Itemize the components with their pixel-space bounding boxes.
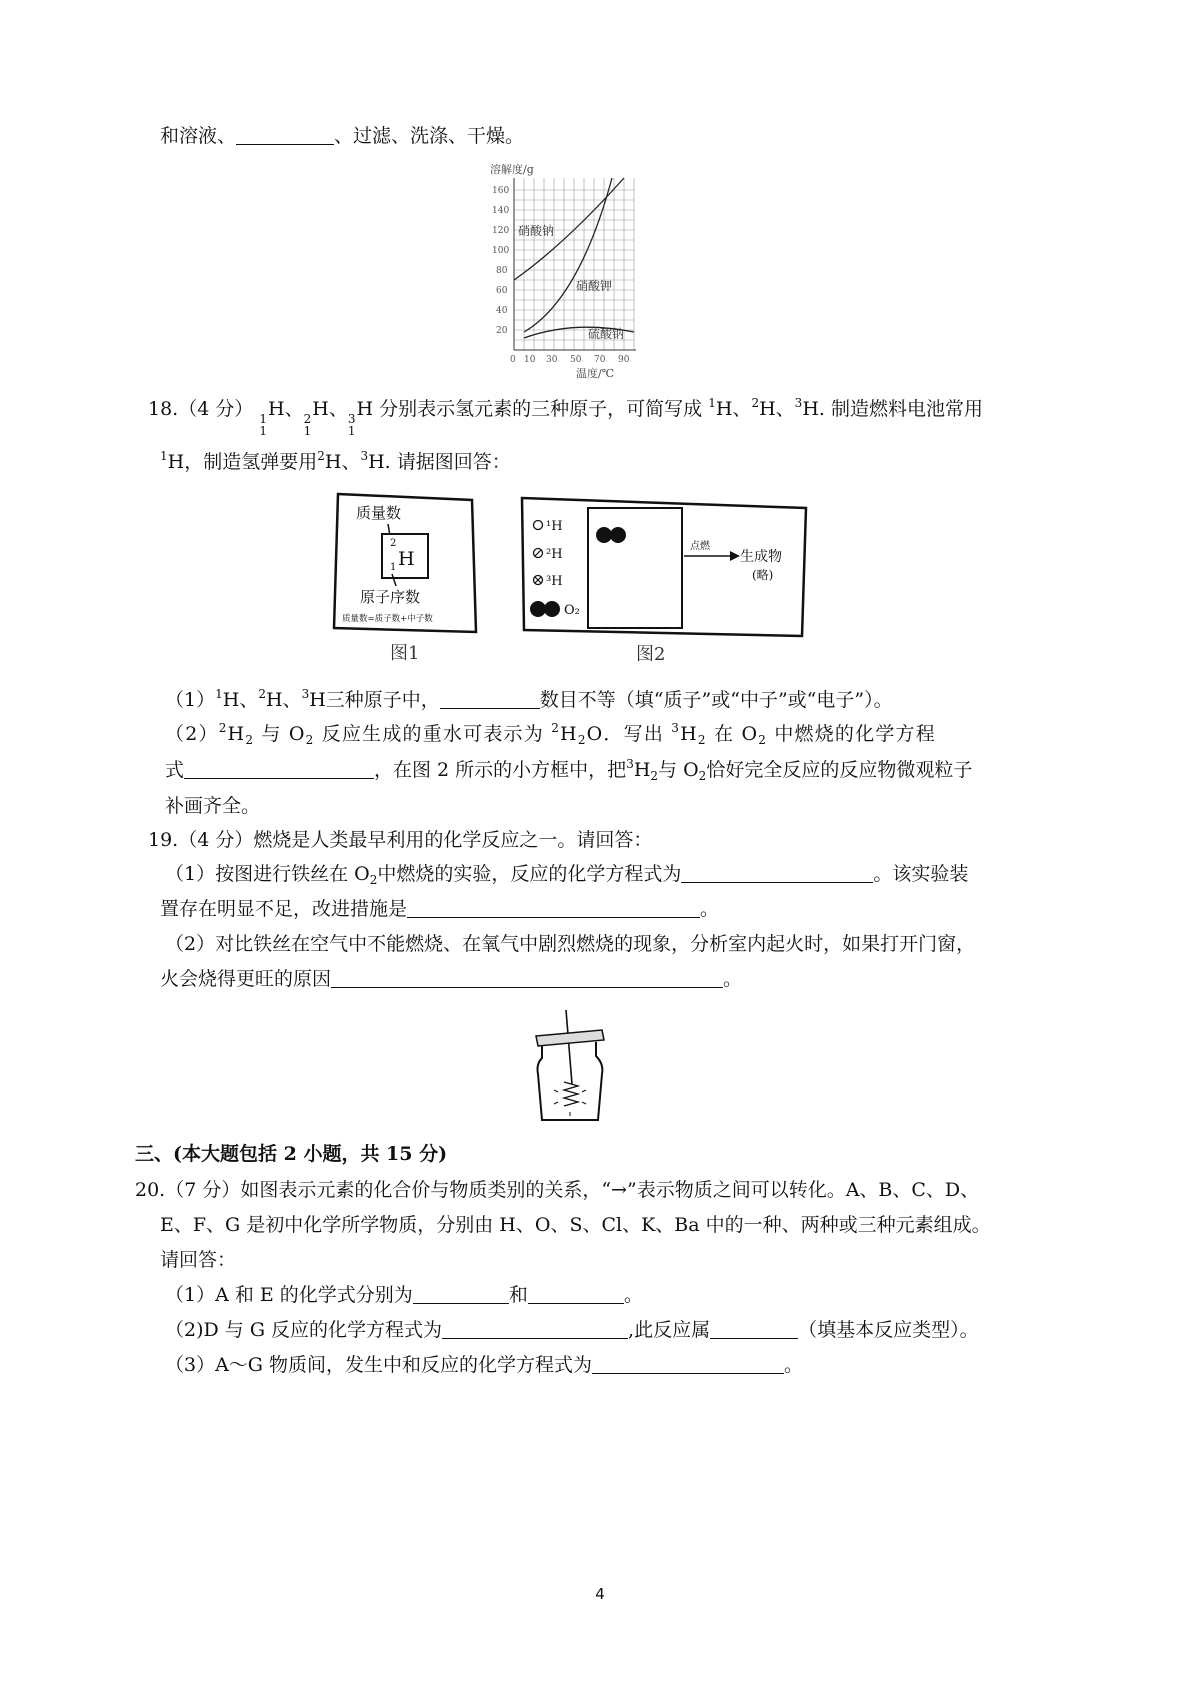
q18-sub2-line2: 式 ，在图 2 所示的小方框中，把$^3H_2$与 $O_2$恰好完全反应的反应物微观粒子 — [165, 757, 973, 783]
x-tick: 70 — [594, 355, 606, 365]
q18-sub1: $(1)^1H$、$^2$H、$^3$H三种原子中， 数目不等（填“质子”或“中子”或“电子”）。 — [165, 687, 893, 711]
answer-blank[interactable] — [407, 898, 700, 918]
y-tick: 20 — [496, 326, 508, 336]
q19-sub1-line1: （1）按图进行铁丝在 $O_2$中燃烧的实验，反应的化学方程式为 。该实验装 — [165, 863, 969, 887]
atomic-number-label: 原子序数 — [360, 588, 421, 606]
q18-sub1-mid: 三种原子中， — [325, 689, 440, 711]
q20-sub3: （3）A～G 物质间，发生中和反应的化学方程式为 。 — [165, 1354, 804, 1376]
superscript: 2 — [751, 396, 760, 410]
curve-label: 硝酸钠 — [518, 224, 555, 238]
q18-text2: . 制造燃料电池常用 — [818, 398, 983, 420]
x-tick: 90 — [618, 355, 630, 365]
x-tick: 50 — [570, 355, 582, 365]
x-tick: 0 — [510, 355, 516, 365]
q20-sub2: （2)D 与 G 反应的化学方程式为 ,此反应属 （填基本反应类型）。 — [165, 1319, 979, 1341]
isotope-symbol: H — [312, 398, 329, 420]
top-line — [160, 124, 524, 149]
superscript: 1 — [708, 396, 716, 410]
legend-item: ²H — [546, 547, 563, 562]
page-number: 4 — [595, 1585, 605, 1603]
q18-score: （4 分） — [178, 398, 254, 420]
element-symbol: H — [398, 548, 415, 570]
answer-blank[interactable] — [442, 1319, 628, 1339]
top-line-after: 、过滤、洗涤、干燥。 — [334, 125, 525, 147]
q18-sub2-line1: $(2)^2H_2$ 与 $O_2$ 反应生成的重水可表示为 $^2H_2O$．写出 $^3H_2$ 在 $O_2$ 中燃烧的化学方程 — [165, 721, 936, 747]
answer-blank[interactable] — [681, 863, 873, 883]
q20-line3: 请回答： — [160, 1249, 237, 1271]
iron-coil — [564, 1082, 578, 1106]
separator: 、 — [284, 398, 304, 420]
y-tick: 40 — [496, 306, 508, 316]
q20-sub1: （1）A 和 E 的化学式分别为 和 。 — [165, 1284, 643, 1306]
answer-blank[interactable] — [528, 1284, 624, 1304]
q19-sub1-line2: 置存在明显不足，改进措施是 。 — [160, 898, 720, 920]
answer-blank[interactable] — [710, 1319, 798, 1339]
q18-text1: 分别表示氢元素的三种原子，可简写成 — [379, 398, 703, 420]
x-tick: 30 — [546, 355, 558, 365]
x-tick: 10 — [524, 355, 536, 365]
answer-blank[interactable] — [440, 689, 540, 709]
q18-sub2-line3: 补画齐全。 — [165, 795, 261, 817]
answer-blank[interactable] — [184, 759, 374, 779]
reactant-box — [588, 508, 682, 628]
oxygen-molecule-atom — [610, 527, 626, 543]
q20-line2: E、F、G 是初中化学所学物质，分别由 H、O、S、Cl、K、Ba 中的一种、两种或三种元素组成。 — [160, 1214, 991, 1236]
x-axis-title: 温度/℃ — [576, 367, 615, 380]
q18-line1: 18.（4 分） 1 1 H、 2 1 H、 3 1 H 分别表示氢元素的三种原子，可简写成 $^1$H、$^2$H、$^3$H. 制造燃料电池常用 — [148, 396, 983, 438]
spark-icon — [554, 1090, 586, 1116]
isotope-symbol: H — [356, 398, 374, 420]
superscript: 1 — [160, 449, 168, 463]
y-tick: 160 — [492, 186, 510, 196]
figure-2 — [518, 494, 810, 666]
mass-number-label: 质量数 — [356, 504, 402, 522]
oxygen-atom-icon — [544, 601, 560, 617]
figure-1 — [330, 490, 480, 665]
y-axis-title: 溶解度/g — [490, 163, 534, 176]
figure-2-caption: 图2 — [636, 644, 666, 665]
separator: 、 — [328, 398, 348, 420]
y-tick: 60 — [496, 286, 508, 296]
section-3-title: 三、(本大题包括 2 小题，共 15 分) — [135, 1143, 448, 1165]
isotope-symbol: H — [268, 398, 285, 420]
atomic-subscript: 1 — [390, 562, 397, 573]
q18-line2-text: H，制造氢弹要用 — [167, 451, 318, 473]
legend-item: O₂ — [564, 603, 580, 618]
answer-blank[interactable] — [236, 125, 334, 145]
oxygen-atom-icon — [530, 601, 546, 617]
product-label: 生成物 — [740, 549, 782, 565]
curve-potassium-nitrate — [524, 178, 612, 332]
top-line-before: 和溶液、 — [160, 125, 237, 147]
q18-line2: $^1$H，制造氢弹要用$^2$H、$^3$H. 请据图回答： — [160, 449, 511, 473]
answer-blank[interactable] — [592, 1354, 784, 1374]
y-tick: 120 — [492, 226, 510, 236]
superscript: 3 — [794, 396, 803, 410]
isotope-notation: 2 1 — [303, 412, 312, 438]
protium-icon — [534, 521, 543, 530]
q19-head: 19.（4 分）燃烧是人类最早利用的化学反应之一。请回答： — [148, 829, 653, 851]
q18-number: 18. — [148, 398, 179, 420]
isotope-notation: 3 1 — [347, 412, 356, 438]
iron-wire — [566, 1010, 572, 1084]
product-note: (略) — [752, 568, 774, 582]
y-tick: 80 — [496, 266, 508, 276]
curve-label: 硫酸钠 — [588, 327, 625, 341]
q18-sub1-after: 数目不等（填“质子”或“中子”或“电子”）。 — [539, 689, 893, 711]
y-tick: 100 — [492, 246, 510, 256]
sub-prefix: （1） — [165, 689, 216, 711]
legend-item: ¹H — [546, 519, 563, 534]
legend-item: ³H — [546, 574, 563, 589]
curve-label: 硝酸钾 — [576, 279, 613, 293]
answer-blank[interactable] — [331, 968, 723, 988]
answer-blank[interactable] — [413, 1284, 509, 1304]
ignite-label: 点燃 — [690, 541, 710, 552]
y-tick: 140 — [492, 206, 510, 216]
isotope-notation: 1 1 — [259, 412, 268, 438]
q19-sub2-line2: 火会烧得更旺的原因 。 — [160, 968, 743, 990]
figure-1-caption: 图1 — [390, 643, 420, 664]
mass-formula: 质量数=质子数+中子数 — [342, 614, 433, 624]
q18-line2-end: . 请据图回答： — [384, 451, 511, 473]
q19-sub2-line1: （2）对比铁丝在空气中不能燃烧、在氧气中剧烈燃烧的现象，分析室内起火时，如果打开门窗， — [165, 933, 976, 955]
q20-line1: 20.（7 分）如图表示元素的化合价与物质类别的关系，“→”表示物质之间可以转化。A、B、C、D、 — [135, 1179, 980, 1201]
mass-superscript: 2 — [390, 538, 397, 549]
solubility-chart — [484, 160, 646, 382]
oxygen-molecule-atom — [596, 527, 612, 543]
bottle-cover — [536, 1030, 604, 1046]
iron-wire-bottle-figure — [528, 1008, 610, 1126]
